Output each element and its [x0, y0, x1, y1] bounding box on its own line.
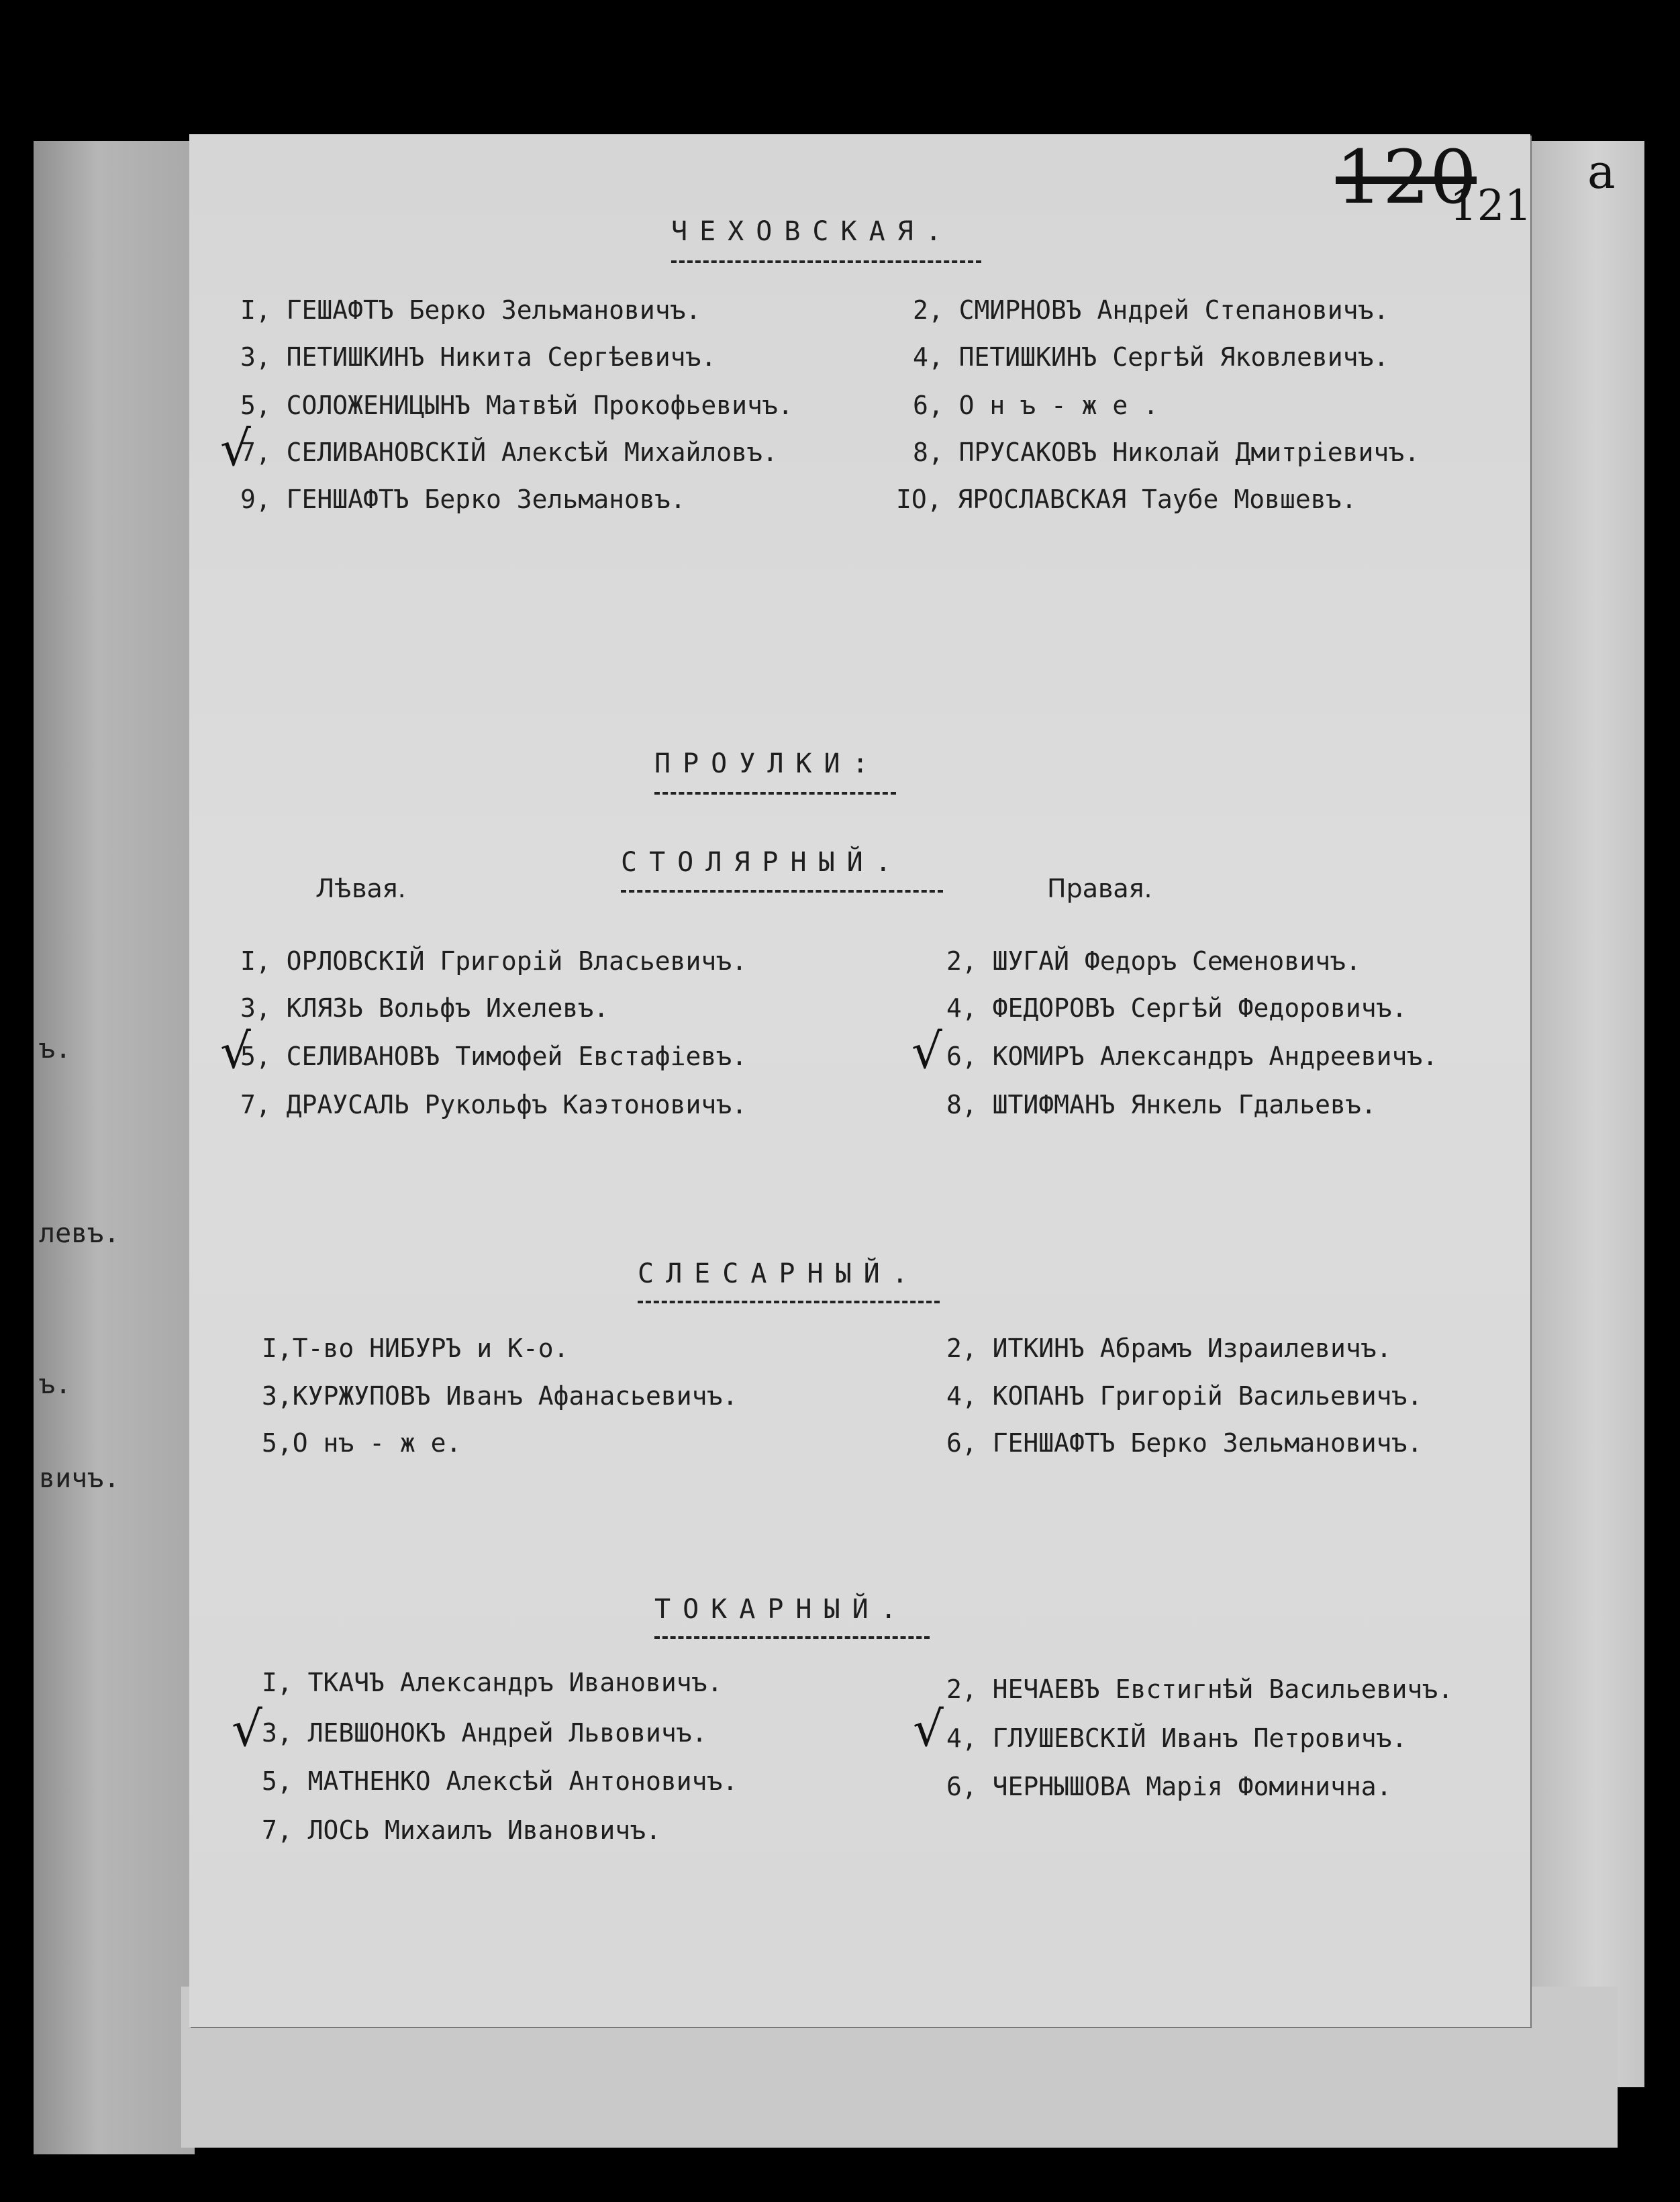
entry-left: 7, ЛОСЬ Михаилъ Ивановичъ. — [262, 1815, 661, 1845]
title-underline — [654, 792, 896, 795]
entry-right: 2, СМИРНОВЪ Андрей Степановичъ. — [913, 295, 1389, 325]
entry-right: 8, ПРУСАКОВЪ Николай Дмитрiевичъ. — [913, 438, 1420, 467]
section-title: ПРОУЛКИ: — [654, 748, 881, 779]
entry-right: 6, КОМИРЪ Александръ Андреевичъ. — [946, 1042, 1438, 1071]
title-underline — [621, 890, 943, 893]
checkmark-icon: √ — [232, 1701, 262, 1757]
title-underline — [638, 1301, 940, 1303]
entry-left: 3, ПЕТИШКИНЪ Никита Сергѣевичъ. — [240, 342, 717, 372]
entry-right: 4, ПЕТИШКИНЪ Сергѣй Яковлевичъ. — [913, 342, 1389, 372]
entry-left: 5, МАТНЕНКО Алексѣй Антоновичъ. — [262, 1766, 738, 1796]
entry-left: 3,КУРЖУПОВЪ Иванъ Афанасьевичъ. — [262, 1381, 738, 1411]
edge-fragment: ъ. — [39, 1034, 72, 1064]
left-side-label: Лѣвая. — [315, 874, 406, 903]
entry-left: 7, ДРАУСАЛЬ Рукольфъ Каэтоновичъ. — [240, 1090, 747, 1119]
underlying-page-right — [1524, 141, 1644, 2087]
entry-left: I,Т-во НИБУРЪ и К-о. — [262, 1334, 569, 1363]
entry-right: 8, ШТИФМАНЪ Янкель Гдальевъ. — [946, 1090, 1377, 1119]
entry-left: 9, ГЕНШАФТЪ Берко Зельмановъ. — [240, 485, 686, 514]
entry-right: 6, О н ъ - ж е . — [913, 391, 1159, 420]
edge-fragment: левъ. — [39, 1218, 120, 1249]
entry-right: 4, КОПАНЪ Григорiй Васильевичъ. — [946, 1381, 1423, 1411]
checkmark-icon: √ — [220, 1023, 251, 1079]
checkmark-icon: √ — [911, 1023, 942, 1079]
folio-number: 121 — [1450, 181, 1532, 231]
entry-left: 5, СОЛОЖЕНИЦЫНЪ Матвѣй Прокофьевичъ. — [240, 391, 793, 420]
entry-right: 2, ИТКИНЪ Абрамъ Израилевичъ. — [946, 1334, 1392, 1363]
checkmark-icon: √ — [220, 420, 251, 477]
entry-left: I, ГЕШАФТЪ Берко Зельмановичъ. — [240, 295, 701, 325]
entry-right: 2, ШУГАЙ Федоръ Семеновичъ. — [946, 946, 1361, 976]
entry-left: 5,О нъ - ж е. — [262, 1428, 462, 1458]
entry-left: I, ОРЛОВСКIЙ Григорiй Власьевичъ. — [240, 946, 747, 976]
edge-fragment: вичъ. — [39, 1463, 120, 1494]
entry-right: 6, ЧЕРНЫШОВА Марiя Фоминична. — [946, 1772, 1392, 1801]
right-side-label: Правая. — [1047, 874, 1152, 903]
title-underline — [654, 1636, 930, 1639]
entry-right: 2, НЕЧАЕВЪ Евстигнѣй Васильевичъ. — [946, 1674, 1453, 1704]
entry-right: IO, ЯРОСЛАВСКАЯ Таубе Мовшевъ. — [896, 485, 1357, 514]
folio-struck: 120 — [1336, 134, 1477, 220]
entry-left: 3, ЛЕВШОНОКЪ Андрей Львовичъ. — [262, 1718, 707, 1748]
entry-right: 4, ФЕДОРОВЪ Сергѣй Федоровичъ. — [946, 993, 1407, 1023]
entry-right: 6, ГЕНШАФТЪ Берко Зельмановичъ. — [946, 1428, 1423, 1458]
entry-left: 3, КЛЯЗЬ Вольфъ Ихелевъ. — [240, 993, 609, 1023]
lane-title: ТОКАРНЫЙ. — [654, 1594, 909, 1625]
lane-title: СТОЛЯРНЫЙ. — [621, 847, 903, 878]
corner-letter: a — [1587, 144, 1616, 199]
entry-left: 5, СЕЛИВАНОВЪ Тимофей Евстафiевъ. — [240, 1042, 747, 1071]
title-underline — [671, 260, 981, 263]
edge-fragment: ъ. — [39, 1369, 72, 1400]
entry-left: I, ТКАЧЪ Александръ Ивановичъ. — [262, 1668, 723, 1697]
lane-title: СЛЕСАРНЫЙ. — [638, 1258, 920, 1289]
checkmark-icon: √ — [913, 1701, 944, 1757]
entry-right: 4, ГЛУШЕВСКIЙ Иванъ Петровичъ. — [946, 1723, 1407, 1753]
entry-left: 7, СЕЛИВАНОВСКIЙ Алексѣй Михайловъ. — [240, 438, 778, 467]
underlying-page-left — [34, 141, 195, 2154]
street-title: ЧЕХОВСКАЯ. — [671, 216, 954, 247]
